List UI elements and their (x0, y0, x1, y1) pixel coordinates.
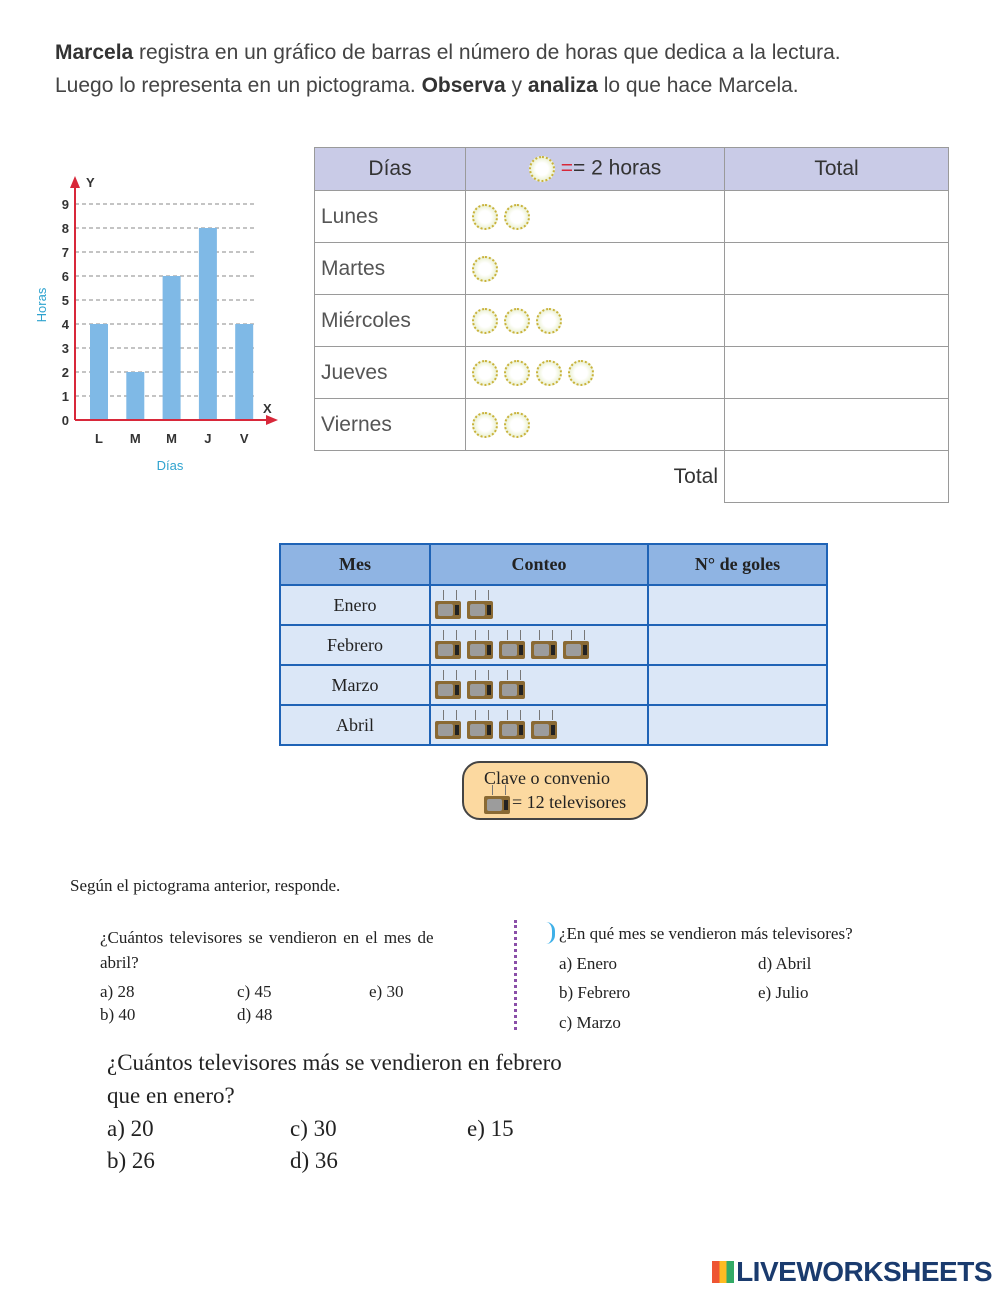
total-input[interactable] (725, 295, 949, 347)
total-label: Total (673, 464, 718, 488)
pictogram-row (315, 191, 949, 243)
tv-row (280, 625, 827, 665)
month-label: Abril (280, 705, 430, 745)
key-value: = 12 televisores (512, 792, 627, 812)
tv-icon (499, 679, 525, 699)
q2-option-c[interactable]: c) Marzo (559, 1013, 621, 1032)
intro-line-2: Luego lo representa en un pictograma. Observa y analiza lo que hace Marcela. (55, 74, 799, 97)
count-cell (430, 585, 648, 625)
clock-icon (472, 256, 498, 282)
symbol-cell (466, 399, 725, 451)
header-total: Total (725, 148, 949, 191)
y-tick-label: 6 (61, 269, 69, 284)
tv-icon (435, 639, 461, 659)
key-box (462, 761, 648, 820)
pictogram-row (315, 243, 949, 295)
x-axis-letter: X (263, 401, 272, 416)
x-tick-label: J (204, 431, 212, 446)
instruction: Según el pictograma anterior, responde. (70, 876, 341, 895)
tv-row (280, 705, 827, 745)
clock-icon (504, 308, 530, 334)
month-label: Febrero (280, 625, 430, 665)
y-tick-label: 3 (61, 341, 69, 356)
day-label: Viernes (315, 399, 466, 451)
total-input[interactable] (725, 243, 949, 295)
tv-icon (467, 639, 493, 659)
clock-icon (536, 308, 562, 334)
q1-option-d[interactable]: d) 48 (237, 1005, 273, 1024)
day-label: Miércoles (315, 295, 466, 347)
q2-option-b[interactable]: b) Febrero (559, 983, 631, 1002)
clock-icon (504, 204, 530, 230)
y-axis-title: Horas (34, 287, 49, 323)
y-axis-arrow (70, 176, 80, 188)
dotted-divider (514, 920, 517, 1030)
symbol-cell (466, 243, 725, 295)
tv-row (280, 665, 827, 705)
tv-icon (499, 639, 525, 659)
tv-icon (435, 719, 461, 739)
key-text: = 2 horas (573, 156, 662, 180)
header-count: Conteo (430, 544, 648, 585)
month-label: Enero (280, 585, 430, 625)
bar (126, 372, 144, 420)
key-title: Clave o convenio (484, 768, 610, 788)
x-tick-label: V (239, 431, 249, 446)
day-label: Jueves (315, 347, 466, 399)
goals-input[interactable] (648, 665, 827, 705)
q3-option-b[interactable]: b) 26 (107, 1148, 155, 1173)
month-label: Marzo (280, 665, 430, 705)
tv-icon (435, 599, 461, 619)
clock-icon (529, 156, 555, 182)
tv-icon (467, 679, 493, 699)
bracket-mark (546, 922, 555, 944)
y-tick-label: 2 (61, 365, 69, 380)
q1-line2: abril? (100, 953, 139, 972)
q2-option-a[interactable]: a) Enero (559, 954, 618, 973)
day-label: Lunes (315, 191, 466, 243)
q2-option-e[interactable]: e) Julio (758, 983, 809, 1002)
x-axis-arrow (266, 415, 278, 425)
header-month: Mes (280, 544, 430, 585)
total-input[interactable] (725, 191, 949, 243)
clock-icon (472, 360, 498, 386)
x-tick-label: M (129, 431, 141, 446)
clock-icon (536, 360, 562, 386)
symbol-cell (466, 347, 725, 399)
tv-icon (499, 719, 525, 739)
y-tick-label: 7 (61, 245, 69, 260)
liveworksheets-logo: LIVEWORKSHEETS (712, 1256, 992, 1288)
y-tick-label: 8 (61, 221, 69, 236)
q3-option-a[interactable]: a) 20 (107, 1116, 154, 1141)
q3-option-c[interactable]: c) 30 (290, 1116, 337, 1141)
q3-line2: que en enero? (107, 1083, 235, 1108)
q1-option-e[interactable]: e) 30 (369, 982, 404, 1001)
q2-option-d[interactable]: d) Abril (758, 954, 812, 973)
tv-table (279, 543, 828, 746)
tv-icon (484, 794, 510, 814)
symbol-cell (466, 191, 725, 243)
q3-line1: ¿Cuántos televisores más se vendieron en febrero (107, 1050, 562, 1075)
total-input[interactable] (725, 347, 949, 399)
header-days: Días (315, 148, 466, 191)
clock-icon (504, 412, 530, 438)
tv-icon (563, 639, 589, 659)
count-cell (430, 705, 648, 745)
clock-icon (472, 308, 498, 334)
y-tick-label: 0 (61, 413, 69, 428)
x-axis-title: Días (156, 458, 184, 473)
bar-chart (0, 160, 300, 480)
symbol-cell (466, 295, 725, 347)
q3-option-e[interactable]: e) 15 (467, 1116, 514, 1141)
y-tick-label: 5 (61, 293, 69, 308)
bar (90, 324, 108, 420)
header-key: == 2 horas (466, 148, 725, 191)
pictogram-table (314, 147, 949, 503)
x-tick-label: L (95, 431, 103, 446)
total-input[interactable] (725, 399, 949, 451)
tv-icon (531, 719, 557, 739)
pictogram-row (315, 295, 949, 347)
header-goals: N° de goles (648, 544, 827, 585)
tv-icon (531, 639, 557, 659)
pictogram-row (315, 399, 949, 451)
grand-total-input[interactable] (725, 451, 949, 503)
clock-icon (472, 204, 498, 230)
goals-input[interactable] (648, 705, 827, 745)
q1-line1: ¿Cuántos televisores se vendieron en el mes de (100, 928, 434, 947)
count-cell (430, 625, 648, 665)
pictogram-row (315, 347, 949, 399)
clock-icon (504, 360, 530, 386)
q1-option-b[interactable]: b) 40 (100, 1005, 136, 1024)
tv-row (280, 585, 827, 625)
tv-icon (467, 599, 493, 619)
y-tick-label: 4 (61, 317, 69, 332)
x-tick-label: M (166, 431, 178, 446)
tv-icon (467, 719, 493, 739)
y-axis-letter: Y (86, 175, 95, 190)
q3-option-d[interactable]: d) 36 (290, 1148, 338, 1173)
count-cell (430, 665, 648, 705)
q1-option-c[interactable]: c) 45 (237, 982, 272, 1001)
goals-input[interactable] (648, 625, 827, 665)
logo-icon (712, 1261, 734, 1283)
day-label: Martes (315, 243, 466, 295)
y-tick-label: 9 (61, 197, 69, 212)
clock-icon (472, 412, 498, 438)
goals-input[interactable] (648, 585, 827, 625)
q1-option-a[interactable]: a) 28 (100, 982, 135, 1001)
bar (199, 228, 217, 420)
clock-icon (568, 360, 594, 386)
intro-line-1: Marcela registra en un gráfico de barras el número de horas que dedica a la lectura. (55, 41, 841, 64)
q2-text: ¿En qué mes se vendieron más televisores? (559, 924, 853, 943)
tv-icon (435, 679, 461, 699)
bar (163, 276, 181, 420)
y-tick-label: 1 (61, 389, 69, 404)
bar (235, 324, 253, 420)
